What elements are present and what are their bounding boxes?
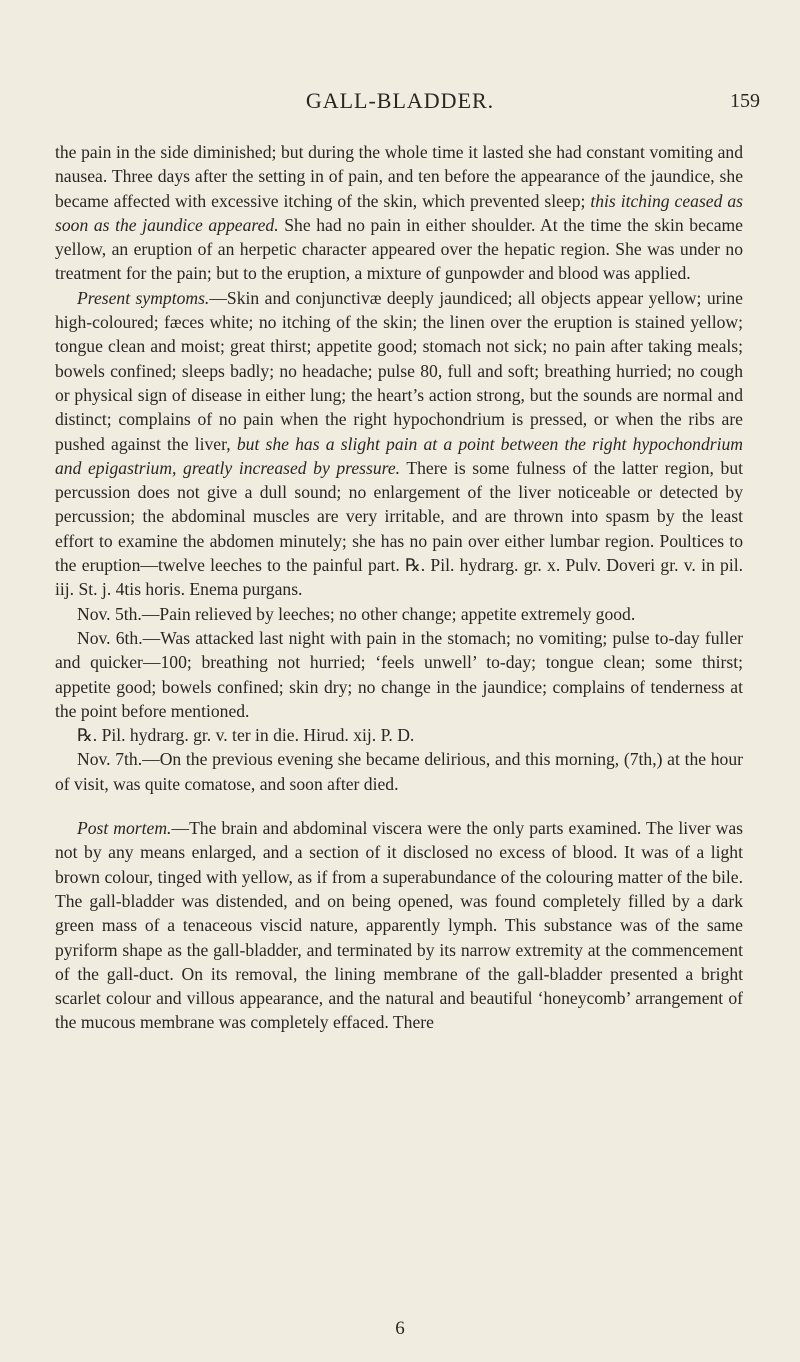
text-run: —The brain and abdominal viscera were the only parts examined. The liver was not by any means enlarged, and a section of it disclosed no excess of blood. It was of a light brown colour, tinged with yellow, as if from a superabundance of the colouring matter of the bile. The gall-bladder was distended, and on being opened, was found completely filled by a dark green mass of a tenaceous viscid nature, apparently lymph. This substance was of the same pyriform shape as the gall-bladder, and terminated by its narrow extremity at the commencement of the gall-duct. On its removal, the lining membrane of the gall-bladder presented a bright scarlet colour and villous appearance, and the natural and beautiful ‘honeycomb’ arrangement of the mucous membrane was completely effaced. There [55, 818, 744, 1033]
text-run: There is some fulness of the latter region, but percussion does not give a dull sound; no enlargement of the liver noticeable or detected by percussion; the abdominal muscles are very irritable, and are thrown into spasm by the least effort to examine the abdomen minutely; she has no pain over either lumbar region. Poultices to the eruption—twelve leeches to the painful part. ℞. Pil. hydrarg. gr. x. Pulv. Doveri gr. v. in pil. iij. St. j. 4tis horis. Enema purgans. [55, 457, 743, 600]
page-header [0, 88, 800, 118]
running-title: GALL-BLADDER. [305, 88, 495, 113]
page-number: 159 [730, 90, 760, 112]
italic-run: this itching ceased as soon as the jaundice appeared. [55, 190, 743, 235]
text-run: the pain in the side diminished; but during the whole time it lasted she had constant vomiting and nausea. Three days after the setting in of pain, and ten before the appearance of the jaundice, she became affected with excessive itching of the skin, which prevented sleep; [55, 142, 743, 211]
text-run: She had no pain in either shoulder. At the time the skin became yellow, an eruption of an herpetic character appeared over the hepatic region. She was under no treatment for the pain; but to the eruption, a mixture of gunpowder and blood was applied. [55, 214, 743, 284]
paragraph-present-symptoms [55, 286, 743, 602]
paragraph-history [55, 140, 743, 286]
section-label: Present symptoms. [77, 287, 210, 308]
paragraph-nov-5: Nov. 5th.—Pain relieved by leeches; no other change; appetite extremely good. [77, 603, 636, 624]
italic-run: but she has a slight pain at a point between the right hypochondrium and epigastrium, greatly increased by pressure. [55, 433, 744, 478]
paragraph-nov-6: Nov. 6th.—Was attacked last night with pain in the stomach; no vomiting; pulse to-day fuller and quicker—100; breathing not hurried; ‘feels unwell’ to-day; tongue clean; some thirst; appetite good; bowels confined; skin dry; no change in the jaundice; complains of tenderness at the point before mentioned. [55, 627, 743, 721]
section-label: Post mortem. [77, 818, 172, 839]
paragraph-nov-7: Nov. 7th.—On the previous evening she became delirious, and this morning, (7th,) at the hour of visit, was quite comatose, and soon after died. [55, 749, 743, 794]
body-text [55, 140, 743, 1035]
text-run: —Skin and conjunctivæ deeply jaundiced; all objects appear yellow; urine high-coloured; fæces white; no itching of the skin; the linen over the eruption is stained yellow; tongue clean and moist; great thirst; appetite good; stomach not sick; no pain after taking meals; bowels confined; sleeps badly; no headache; pulse 80, full and soft; breathing hurried; no cough or physical sign of disease in either lung; the heart’s action strong, but the sounds are normal and distinct; complains of no pain when the right hypochondrium is pressed, or when the ribs are pushed against the liver, [55, 287, 743, 454]
signature-mark: 6 [395, 1318, 405, 1339]
paragraph-post-mortem [55, 816, 743, 1035]
paragraph-prescription: ℞. Pil. hydrarg. gr. v. ter in die. Hirud. xij. P. D. [77, 725, 415, 746]
